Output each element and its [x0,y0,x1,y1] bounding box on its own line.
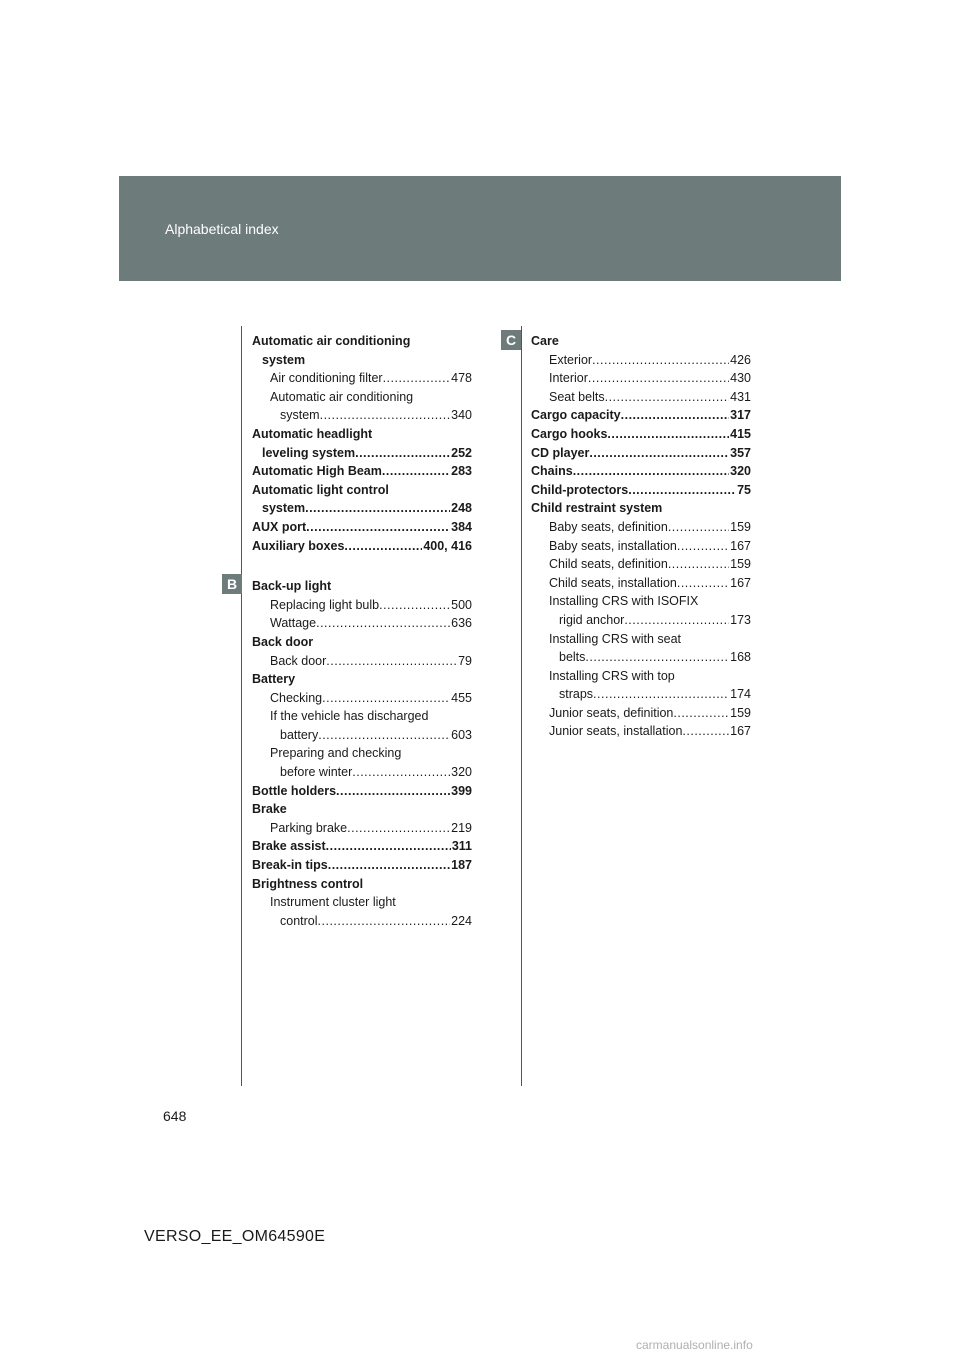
index-entry-label: Back-up light [252,579,332,594]
index-entry [252,893,472,930]
index-entry [531,462,751,481]
index-entry-line [531,667,751,686]
index-entry [252,369,472,388]
index-entry-line [531,499,751,518]
index-entry [252,800,472,819]
dot-leader [347,819,450,838]
index-entry-line [252,800,472,819]
index-entry-label: Interior [549,371,588,386]
index-entry [252,819,472,838]
index-entry-page: 167 [730,575,751,590]
dot-leader [322,689,450,708]
index-entry [252,633,472,652]
index-entry [531,406,751,425]
index-entry [531,481,751,500]
index-entry-label: battery [280,727,319,742]
header-title: Alphabetical index [165,221,279,237]
index-entry-label: Wattage [270,616,317,631]
index-entry [531,722,751,741]
index-entry [531,574,751,593]
index-entry-line [252,782,472,801]
index-entry-line [531,481,751,500]
index-entry-label: Exterior [549,352,593,367]
index-entry-line [252,537,472,556]
dot-leader [585,648,729,667]
index-entry-label: Cargo hooks [531,426,608,441]
index-entry-line [531,648,751,667]
letter-tab-c: C [501,330,521,350]
dot-leader [318,912,451,931]
index-entry [252,388,472,425]
index-entry-label: straps [559,687,594,702]
index-entry-line [252,707,472,726]
letter-tab-b: B [222,574,242,594]
index-entry-label: Brake [252,802,287,817]
index-entry-line [252,481,472,500]
index-entry-line [531,630,751,649]
index-entry-page: 320 [451,765,472,780]
dot-leader [589,444,729,463]
index-entry-label: system [262,501,306,516]
index-entry [252,689,472,708]
index-entry-line [252,518,472,537]
dot-leader [677,537,729,556]
index-entry [252,425,472,462]
index-entry-line [531,351,751,370]
dot-leader [605,388,730,407]
index-entry-line [252,425,472,444]
index-entry-page: 252 [451,445,472,460]
footer-document-code: VERSO_EE_OM64590E [144,1228,326,1245]
index-entry-label: Parking brake [270,820,348,835]
index-entry-page: 500 [451,597,472,612]
index-entry-label: Child restraint system [531,501,663,516]
index-entry-line [531,537,751,556]
index-entry-line [252,388,472,407]
index-entry-page: 455 [451,690,472,705]
dot-leader [668,555,729,574]
index-entry-label: control [280,913,318,928]
index-entry [531,537,751,556]
index-entry-line [252,596,472,615]
index-entry-line [252,912,472,931]
index-entry-label: Break-in tips [252,858,328,873]
index-entry [531,704,751,723]
dot-leader [326,652,457,671]
index-entry-page: 430 [730,371,751,386]
index-entry-line [531,369,751,388]
index-entry-line [252,614,472,633]
index-entry-page: 399 [451,783,472,798]
index-entry-page: 603 [451,727,472,742]
dot-leader [352,763,450,782]
dot-leader [573,462,729,481]
dot-leader [306,518,450,537]
dot-leader [379,596,450,615]
index-entry-page: 320 [730,464,751,479]
dot-leader [316,614,450,633]
index-entry-page: 311 [451,839,472,854]
index-entry-label: rigid anchor [559,612,625,627]
index-entry-label: Brake assist [252,839,326,854]
index-entry-label: AUX port [252,519,307,534]
index-entry-line [531,574,751,593]
index-entry-page: 478 [451,371,472,386]
index-entry-label: Checking [270,690,323,705]
index-entry-page: 168 [730,650,751,665]
index-entry [252,481,472,518]
index-entry-page: 384 [451,519,472,534]
index-entry-page: 426 [730,352,751,367]
index-entry-page: 636 [451,616,472,631]
index-entry-line [252,875,472,894]
index-entry-line [252,744,472,763]
index-entry-label: Chains [531,464,573,479]
index-entry-page: 248 [451,501,472,516]
index-entry-line [531,444,751,463]
index-entry-page: 159 [730,519,751,534]
group-gap [252,555,472,577]
index-entry-label: Seat belts [549,389,605,404]
index-entry [252,537,472,556]
index-entry-line [531,722,751,741]
index-entry [252,856,472,875]
index-entry-label: before winter [280,765,353,780]
index-entry-label: Installing CRS with seat [549,631,682,646]
index-entry [252,614,472,633]
dot-leader [593,685,729,704]
dot-leader [624,611,729,630]
index-entry-line [531,406,751,425]
index-entry [252,652,472,671]
index-entry-label: leveling system [262,445,356,460]
index-entry-line [531,425,751,444]
index-entry-label: Replacing light bulb [270,597,380,612]
index-entry-page: 224 [451,913,472,928]
index-entry-line [252,689,472,708]
dot-leader [355,444,450,463]
index-entry-label: CD player [531,445,590,460]
index-entry-label: Preparing and checking [270,746,402,761]
index-entry-line [252,369,472,388]
index-entry-page: 174 [730,687,751,702]
index-entry-line [252,351,472,370]
index-entry [252,596,472,615]
index-entry [531,332,751,351]
index-entry-label: Auxiliary boxes [252,538,345,553]
dot-leader [383,369,451,388]
index-entry-page: 167 [730,724,751,739]
index-entry-page: 173 [730,612,751,627]
index-entry [531,592,751,629]
index-entry-line [531,611,751,630]
index-entry [252,744,472,781]
index-entry-page: 159 [730,557,751,572]
dot-leader [677,574,729,593]
index-entry-label: Automatic headlight [252,426,373,441]
index-entry [531,425,751,444]
index-entry [531,351,751,370]
index-entry-label: Back door [270,653,327,668]
index-entry-label: Baby seats, definition [549,519,668,534]
index-entry-page: 75 [737,482,751,497]
dot-leader [320,406,451,425]
index-entry-line [531,555,751,574]
index-entry-line [252,406,472,425]
index-entry-line [252,633,472,652]
index-entry-label: Instrument cluster light [270,895,396,910]
index-entry-label: Battery [252,672,296,687]
index-entry-label: system [280,408,320,423]
index-entry-label: Installing CRS with ISOFIX [549,594,699,609]
index-entry-line [531,704,751,723]
index-entry-label: Baby seats, installation [549,538,677,553]
index-entry-page: 283 [451,464,472,479]
index-entry-label: If the vehicle has discharged [270,709,429,724]
page-number: 648 [163,1108,187,1124]
dot-leader [621,406,730,425]
dot-leader [668,518,729,537]
index-entry [531,388,751,407]
index-entry [531,369,751,388]
index-entry-label: Automatic air conditioning [252,334,411,348]
index-entry [252,670,472,689]
dot-leader [588,369,729,388]
index-entry-line [531,592,751,611]
index-entry-label: belts [559,650,586,665]
index-entry-page: 167 [730,538,751,553]
dot-leader [326,837,451,856]
dot-leader [673,704,729,723]
index-entry-page: 317 [730,408,751,423]
dot-leader [682,722,729,741]
index-entry-page: 340 [451,408,472,423]
index-entry [252,875,472,894]
index-entry-line [252,856,472,875]
index-entry-line [252,332,472,351]
dot-leader [336,782,450,801]
index-entry [531,518,751,537]
index-entry-line [531,685,751,704]
index-entry-label: Back door [252,634,314,649]
index-entry [531,667,751,704]
dot-leader [328,856,450,875]
index-entry-page: 79 [458,653,472,668]
dot-leader [628,481,736,500]
index-entry [252,707,472,744]
index-entry-label: Installing CRS with top [549,668,675,683]
index-entry-line [252,837,472,856]
index-entry [531,555,751,574]
index-entry-line [252,819,472,838]
index-entry-line [252,893,472,912]
index-entry-page: 415 [730,426,751,441]
index-entry-label: Child seats, definition [549,557,668,572]
index-entry [531,444,751,463]
column-divider-left [241,326,242,1086]
index-entry-line [531,462,751,481]
index-column-right [531,332,751,741]
index-entry-line [252,652,472,671]
index-entry-label: Air conditioning filter [270,371,383,386]
index-entry-page: 431 [730,389,751,404]
index-entry-label: Brightness control [252,876,364,891]
index-entry-label: Bottle holders [252,783,337,798]
index-entry-label: Automatic light control [252,482,389,497]
index-entry-page: 357 [730,445,751,460]
index-entry-label: Junior seats, installation [549,724,683,739]
dot-leader [318,726,450,745]
index-entry-line [252,462,472,481]
index-entry-line [531,388,751,407]
index-entry [252,332,472,369]
index-entry-label: Child seats, installation [549,575,677,590]
index-entry-page: 219 [451,820,472,835]
index-entry [252,837,472,856]
index-entry-label: Child-protectors [531,482,629,497]
index-entry-label: Automatic air conditioning [270,389,414,404]
watermark: carmanualsonline.info [636,1338,753,1352]
dot-leader [305,499,450,518]
index-entry [531,630,751,667]
index-entry [252,782,472,801]
dot-leader [592,351,729,370]
index-entry-line [252,499,472,518]
index-entry-line [252,763,472,782]
index-entry-label: Cargo capacity [531,408,621,423]
index-entry-label: Junior seats, definition [549,705,674,720]
index-entry-page: 400, 416 [423,538,472,553]
index-entry-label: Care [531,334,559,348]
index-column-left [252,332,472,930]
index-entry [252,462,472,481]
index-entry-page: 159 [730,705,751,720]
index-entry [252,518,472,537]
dot-leader [344,537,422,556]
page-header [119,176,841,281]
dot-leader [382,462,450,481]
index-entry-line [252,670,472,689]
index-entry-line [531,518,751,537]
column-divider-right [521,326,522,1086]
index-entry-page: 187 [451,858,472,873]
index-entry-label: Automatic High Beam [252,464,382,479]
index-entry [531,499,751,518]
index-entry-line [531,332,751,351]
index-entry [252,577,472,596]
dot-leader [607,425,729,444]
index-entry-line [252,726,472,745]
index-entry-line [252,577,472,596]
index-entry-line [252,444,472,463]
index-entry-label: system [262,352,306,367]
